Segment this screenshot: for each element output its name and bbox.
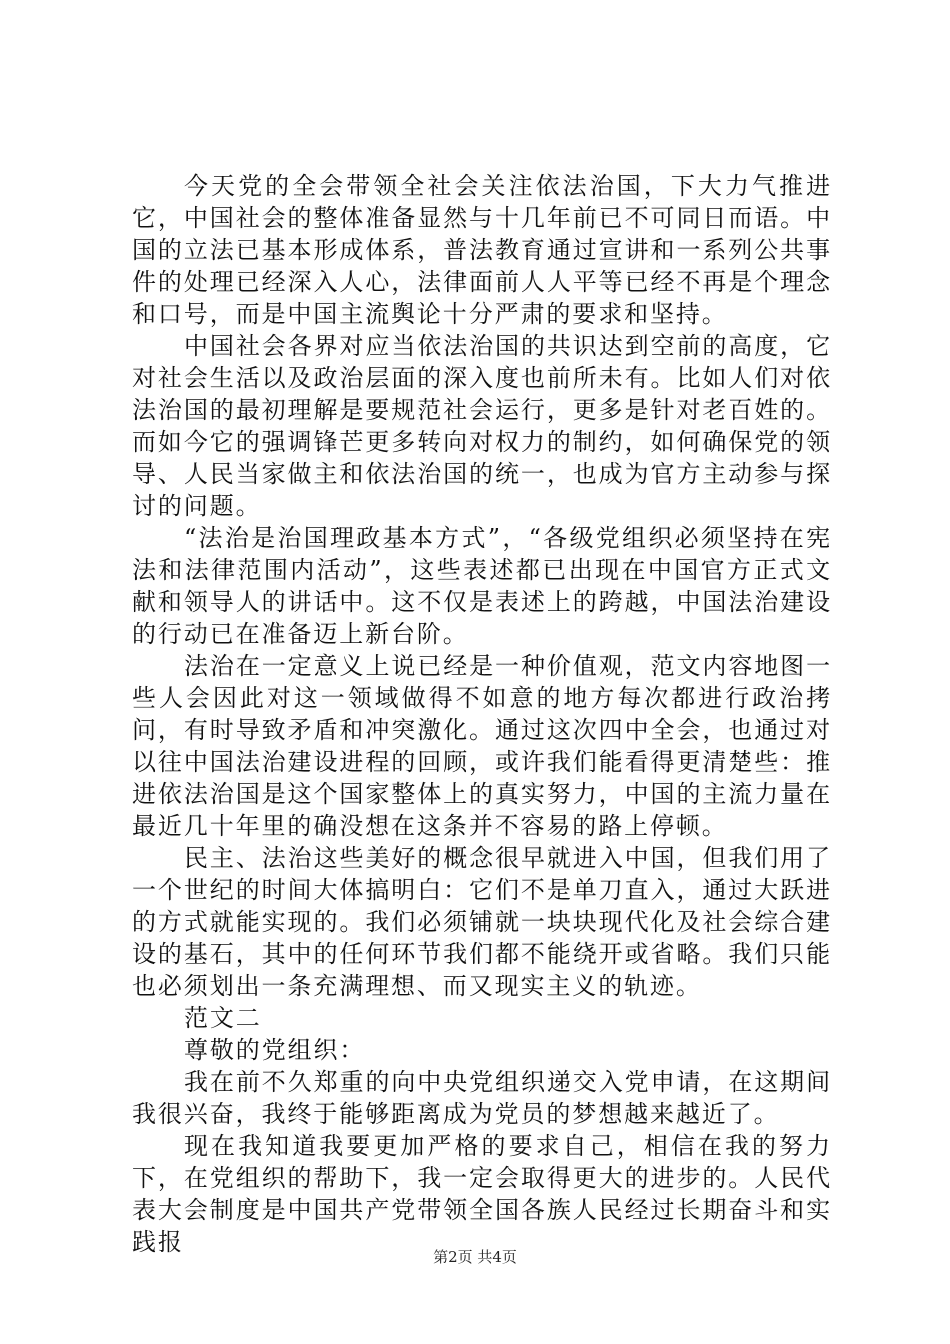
paragraph-5: 民主、法治这些美好的概念很早就进入中国，但我们用了一个世纪的时间大体搞明白：它们不是单刀直入，通过大跃进的方式就能实现的。我们必须铺就一块块现代化及社会综合建设的基石，其中的任何环节我们都不能绕开或省略。我们只能也必须划出一条充满理想、而又现实主义的轨迹。 <box>132 844 832 1000</box>
paragraph-4: 法治在一定意义上说已经是一种价值观，范文内容地图一些人会因此对这一领域做得不如意的地方每次都进行政治拷问，有时导致矛盾和冲突激化。通过这次四中全会，也通过对以往中国法治建设进程的回顾，或许我们能看得更清楚些：推进依法治国是这个国家整体上的真实努力，中国的主流力量在最近几十年里的确没想在这条并不容易的路上停顿。 <box>132 652 832 840</box>
salutation: 尊敬的党组织： <box>184 1036 366 1064</box>
paragraph-6: 我在前不久郑重的向中央党组织递交入党申请，在这期间我很兴奋，我终于能够距离成为党员的梦想越来越近了。 <box>132 1068 832 1128</box>
paragraph-7: 现在我知道我要更加严格的要求自己，相信在我的努力下，在党组织的帮助下，我一定会取得更大的进步的。人民代表大会制度是中国共产党带领全国各族人民经过长期奋斗和实践报 <box>132 1132 832 1256</box>
page-number-footer: 第2页 共4页 <box>433 1248 517 1266</box>
section-heading-sample-two: 范文二 <box>184 1004 262 1032</box>
paragraph-3: “法治是治国理政基本方式”，“各级党组织必须坚持在宪法和法律范围内活动”，这些表述都已出现在中国官方正式文献和领导人的讲话中。这不仅是表述上的跨越，中国法治建设的行动已在准备迈上新台阶。 <box>132 524 832 648</box>
paragraph-2: 中国社会各界对应当依法治国的共识达到空前的高度，它对社会生活以及政治层面的深入度也前所未有。比如人们对依法治国的最初理解是要规范社会运行，更多是针对老百姓的。而如今它的强调锋芒更多转向对权力的制约，如何确保党的领导、人民当家做主和依法治国的统一，也成为官方主动参与探讨的问题。 <box>132 332 832 520</box>
document-body <box>132 170 832 1258</box>
paragraph-1: 今天党的全会带领全社会关注依法治国，下大力气推进它，中国社会的整体准备显然与十几年前已不可同日而语。中国的立法已基本形成体系，普法教育通过宣讲和一系列公共事件的处理已经深入人心，法律面前人人平等已经不再是个理念和口号，而是中国主流舆论十分严肃的要求和坚持。 <box>132 172 832 328</box>
